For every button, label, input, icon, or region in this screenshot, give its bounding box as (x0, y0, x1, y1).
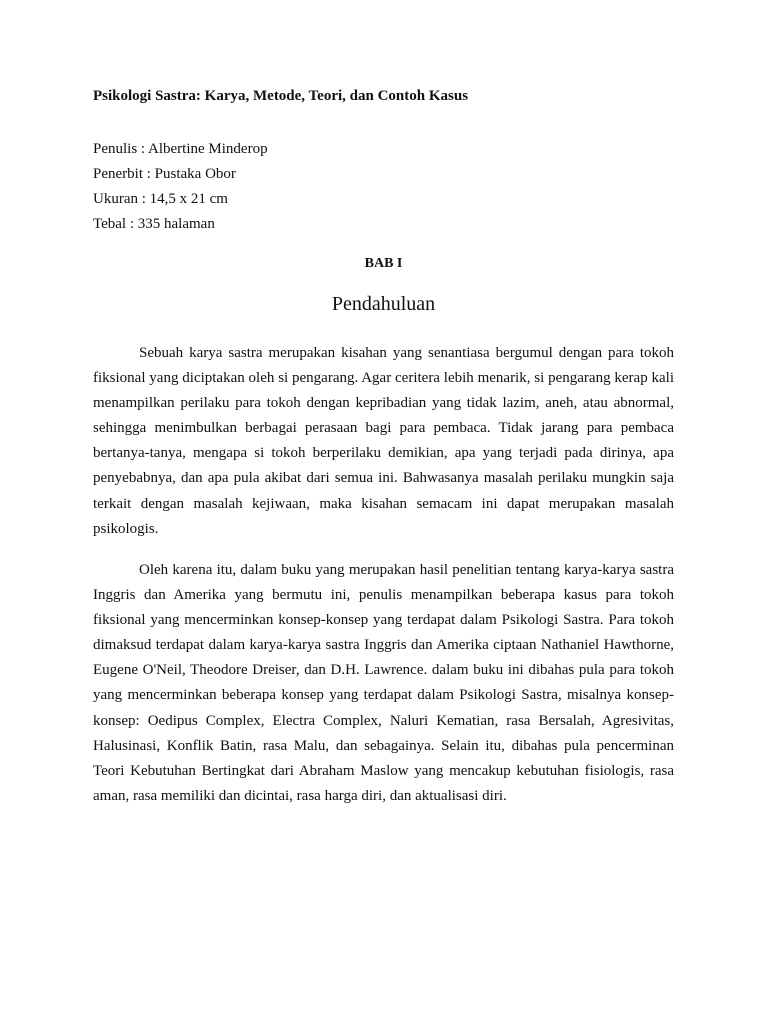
book-metadata (93, 137, 268, 237)
meta-size: Ukuran : 14,5 x 21 cm (93, 191, 228, 207)
paragraph-2: Oleh karena itu, dalam buku yang merupakan hasil penelitian tentang karya-karya sastra Inggris dan Amerika yang bermutu ini, penulis menampilkan beberapa kasus para tokoh fiksional yang mencerminkan konsep-konsep yang terdapat dalam Psikologi Sastra. Para tokoh dimaksud terdapat dalam karya-karya sastra Inggris dan Amerika ciptaan Nathaniel Hawthorne, Eugene O'Neil, Theodore Dreiser, dan D.H. Lawrence. dalam buku ini dibahas pula para tokoh yang mencerminkan beberapa konsep yang terdapat dalam Psikologi Sastra, misalnya konsep-konsep: Oedipus Complex, Electra Complex, Naluri Kematian, rasa Bersalah, Agresivitas, Halusinasi, Konflik Batin, rasa Malu, dan sebagainya. Selain itu, dibahas pula pencerminan Teori Kebutuhan Bertingkat dari Abraham Maslow yang mencakup kebutuhan fisiologis, rasa aman, rasa memiliki dan dicintai, rasa harga diri, dan aktualisasi diri. (93, 562, 674, 804)
chapter-label: BAB I (364, 256, 403, 271)
paragraph-1: Sebuah karya sastra merupakan kisahan yang senantiasa bergumul dengan para tokoh fiksional yang diciptakan oleh si pengarang. Agar ceritera lebih menarik, si pengarang kerap kali menampilkan perilaku para tokoh dengan kepribadian yang tidak lazim, aneh, atau abnormal, sehingga menimbulkan berbagai perasaan bagi para pembaca. Tidak jarang para pembaca bertanya-tanya, mengapa si tokoh berperilaku demikian, apa yang terjadi pada dirinya, apa penyebabnya, dan apa pula akibat dari semua ini. Bahwasanya masalah perilaku mungkin saja terkait dengan masalah kejiwaan, maka kisahan semacam ini dapat merupakan masalah psikologis. (93, 345, 674, 537)
meta-publisher: Penerbit : Pustaka Obor (93, 166, 236, 182)
chapter-title: Pendahuluan (331, 293, 436, 315)
meta-author: Penulis : Albertine Minderop (93, 141, 268, 157)
meta-pages: Tebal : 335 halaman (93, 216, 215, 232)
document-title: Psikologi Sastra: Karya, Metode, Teori, dan Contoh Kasus (93, 88, 469, 104)
